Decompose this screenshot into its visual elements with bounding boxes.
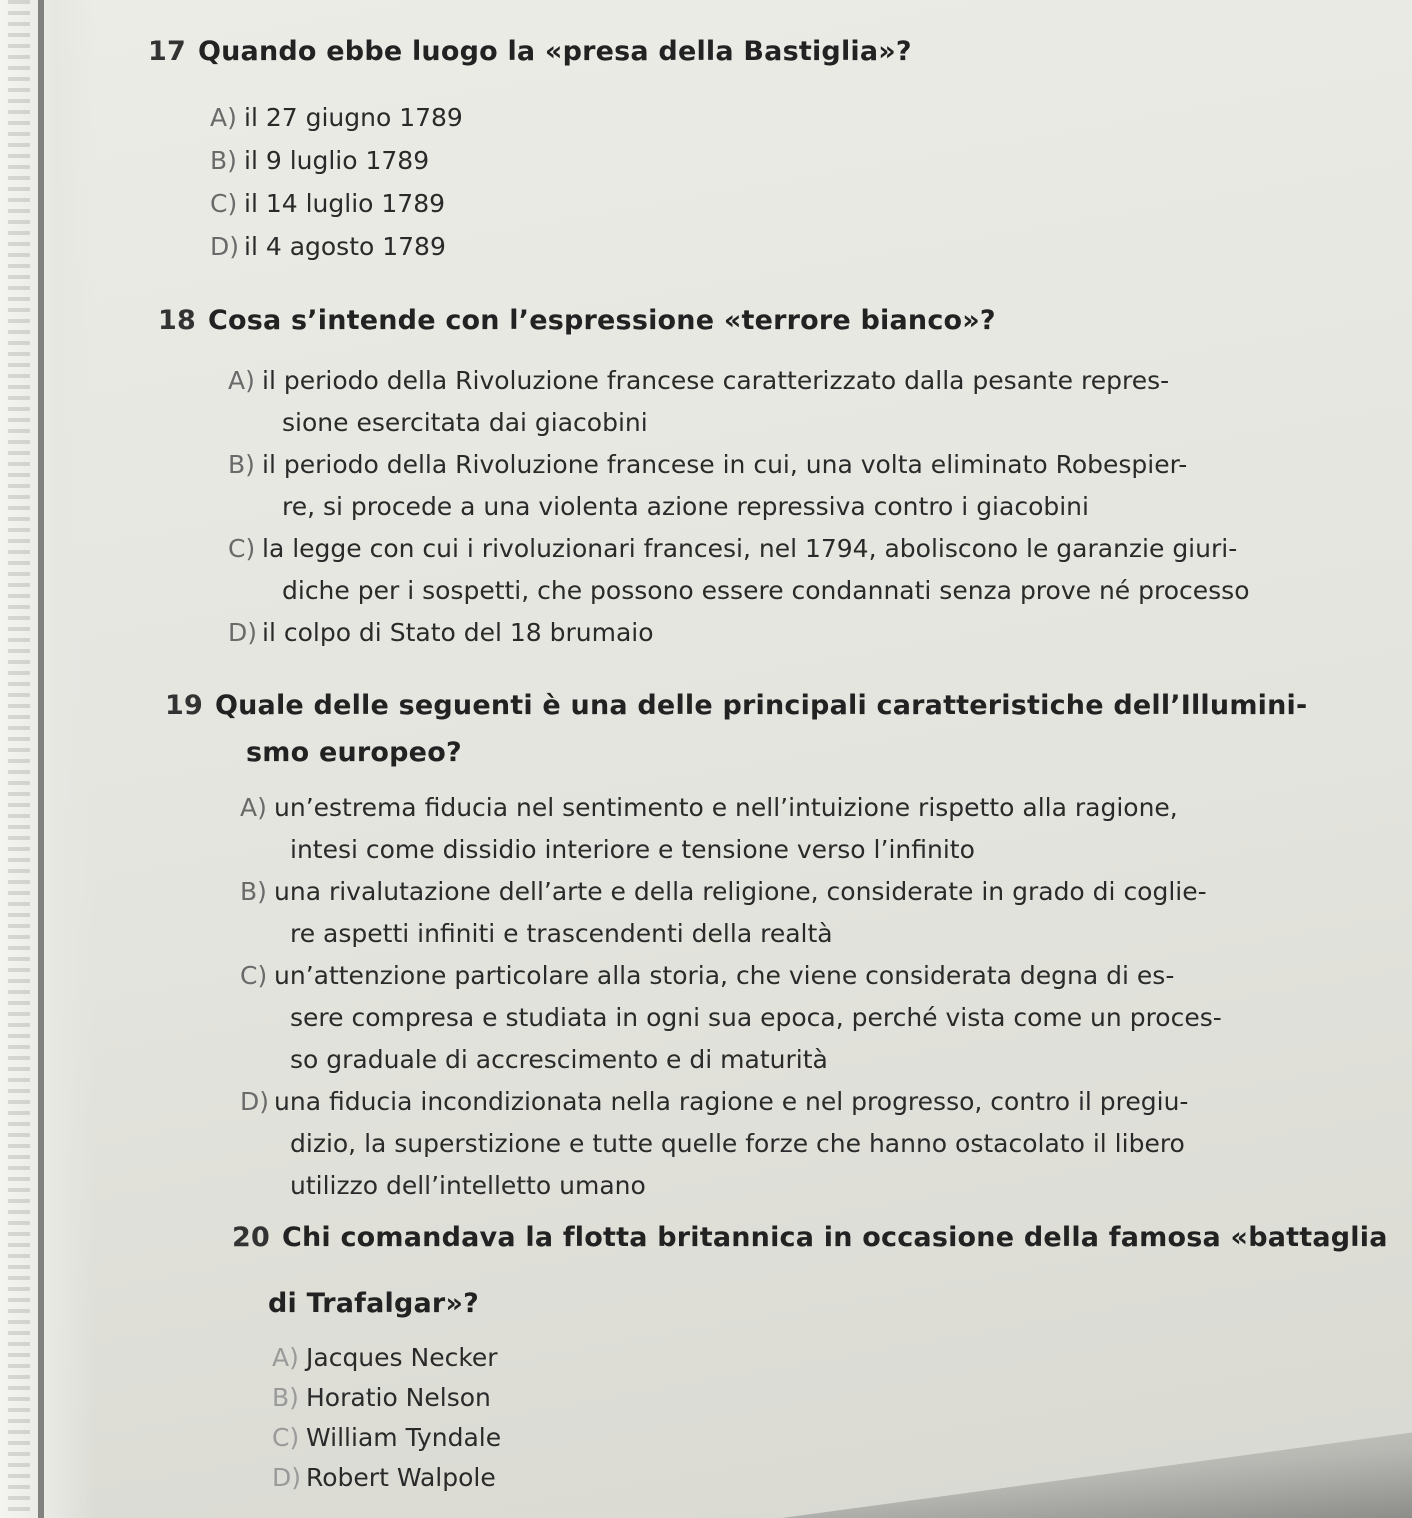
question-17-title <box>148 36 912 67</box>
option-letter: D) <box>272 1463 302 1492</box>
option-text-continued: diche per i sospetti, che possono essere condannati senza prove né processo <box>282 576 1250 605</box>
option-text: William Tyndale <box>306 1423 502 1452</box>
option-text-continued: dizio, la superstizione e tutte quelle forze che hanno ostacolato il libero <box>290 1129 1185 1158</box>
option-text-continued: intesi come dissidio interiore e tensione verso l’infinito <box>290 835 975 864</box>
option-text: un’attenzione particolare alla storia, che viene considerata degna di es- <box>274 961 1175 990</box>
option-text: una rivalutazione dell’arte e della religione, considerate in grado di coglie- <box>274 877 1207 906</box>
question-text: Cosa s’intende con l’espressione «terrore bianco»? <box>207 305 996 336</box>
question-number: 18 <box>158 305 196 336</box>
option-text-continued: so graduale di accrescimento e di maturità <box>290 1045 828 1074</box>
option-text: il periodo della Rivoluzione francese caratterizzato dalla pesante repres- <box>262 366 1170 395</box>
option-text: il 9 luglio 1789 <box>244 146 430 175</box>
option-letter: C) <box>272 1423 300 1452</box>
question-20-title <box>232 1222 1388 1253</box>
option-letter: B) <box>272 1383 299 1412</box>
option-letter: D) <box>228 618 258 647</box>
binding-line <box>38 0 44 1518</box>
option-text-continued: utilizzo dell’intelletto umano <box>290 1171 646 1200</box>
page-shadow <box>512 1423 1412 1518</box>
question-text-continued: di Trafalgar»? <box>268 1288 479 1319</box>
q18-option-d <box>228 618 654 647</box>
option-text: una fiducia incondizionata nella ragione e nel progresso, contro il pregiu- <box>274 1087 1189 1116</box>
q20-option-d <box>272 1463 496 1492</box>
option-text: Robert Walpole <box>306 1463 496 1492</box>
question-text: Chi comandava la flotta britannica in occasione della famosa «battaglia <box>281 1222 1388 1253</box>
q20-option-a <box>272 1343 498 1372</box>
option-text: il 27 giugno 1789 <box>244 103 463 132</box>
option-letter: A) <box>210 103 237 132</box>
option-text-continued: re aspetti infiniti e trascendenti della realtà <box>290 919 833 948</box>
q17-option-a <box>210 103 463 132</box>
option-letter: D) <box>210 232 240 261</box>
question-number: 20 <box>232 1222 270 1253</box>
option-text: il periodo della Rivoluzione francese in cui, una volta eliminato Robespier- <box>262 450 1188 479</box>
option-letter: A) <box>272 1343 299 1372</box>
q18-option-b <box>228 450 1187 479</box>
q18-option-c <box>228 534 1237 563</box>
option-letter: D) <box>240 1087 270 1116</box>
binding-holes <box>8 0 30 1518</box>
question-19-title <box>165 690 1307 721</box>
question-text: Quale delle seguenti è una delle principali caratteristiche dell’Illumini- <box>214 690 1308 721</box>
q19-option-b <box>240 877 1207 906</box>
option-text-continued: sere compresa e studiata in ogni sua epoca, perché vista come un proces- <box>290 1003 1222 1032</box>
q19-option-d <box>240 1087 1188 1116</box>
option-letter: C) <box>240 961 268 990</box>
option-letter: B) <box>228 450 255 479</box>
option-text-continued: re, si procede a una violenta azione repressiva contro i giacobini <box>282 492 1089 521</box>
question-number: 19 <box>165 690 203 721</box>
q20-option-b <box>272 1383 491 1412</box>
question-text: Quando ebbe luogo la «presa della Bastiglia»? <box>197 36 912 67</box>
q19-option-a <box>240 793 1178 822</box>
option-letter: B) <box>210 146 237 175</box>
question-text-continued: smo europeo? <box>246 737 462 768</box>
q17-option-b <box>210 146 429 175</box>
q17-option-c <box>210 189 445 218</box>
q20-option-c <box>272 1423 501 1452</box>
option-text: la legge con cui i rivoluzionari francesi, nel 1794, aboliscono le garanzie giuri- <box>262 534 1238 563</box>
question-number: 17 <box>148 36 186 67</box>
option-text: il colpo di Stato del 18 brumaio <box>262 618 654 647</box>
question-18-title <box>158 305 996 336</box>
option-letter: C) <box>210 189 238 218</box>
q19-option-c <box>240 961 1174 990</box>
option-text-continued: sione esercitata dai giacobini <box>282 408 648 437</box>
option-text: il 4 agosto 1789 <box>244 232 446 261</box>
q18-option-a <box>228 366 1169 395</box>
option-text: Jacques Necker <box>306 1343 498 1372</box>
option-letter: A) <box>240 793 267 822</box>
q17-option-d <box>210 232 446 261</box>
option-text: un’estrema fiducia nel sentimento e nell’intuizione rispetto alla ragione, <box>274 793 1178 822</box>
option-text: il 14 luglio 1789 <box>244 189 446 218</box>
option-letter: A) <box>228 366 255 395</box>
option-letter: C) <box>228 534 256 563</box>
option-letter: B) <box>240 877 267 906</box>
option-text: Horatio Nelson <box>306 1383 491 1412</box>
